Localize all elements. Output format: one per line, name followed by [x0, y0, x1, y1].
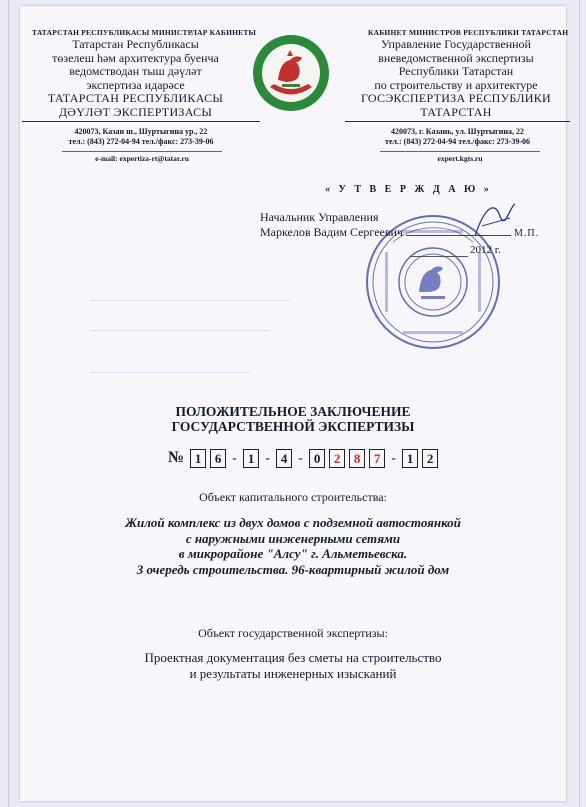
- right-address-block: [345, 127, 570, 147]
- date-line: [410, 256, 468, 257]
- header-rule-right: [345, 121, 570, 122]
- right-address: 420073, г. Казань, ул. Шуртыгина, 22: [391, 127, 524, 136]
- bleed-through-line: [90, 300, 290, 301]
- header-right-line: Управление Государственной: [381, 37, 531, 51]
- number-dash: -: [298, 450, 303, 465]
- number-dash: -: [265, 450, 270, 465]
- left-address-block: [22, 127, 260, 147]
- header-right-line: по строительству и архитектуре: [374, 77, 538, 92]
- left-email: e-mail: expertiza-rt@tatar.ru: [95, 154, 189, 163]
- expertise-name-line: Проектная документация без сметы на строительство: [144, 650, 442, 665]
- expertise-name-line: и результаты инженерных изысканий: [189, 665, 397, 681]
- approver-position: Начальник Управления: [260, 210, 379, 224]
- number-digit: 0: [309, 449, 325, 468]
- number-digit: 4: [276, 449, 292, 468]
- header-left-caps: ТАТАРСТАН РЕСПУБЛИКАСЫ: [47, 91, 224, 105]
- header-right-line: Республики Татарстан: [398, 64, 514, 78]
- object-name-line: Жилой комплекс из двух домов с подземной автостоянкой: [125, 515, 461, 530]
- tatarstan-emblem-icon: [250, 32, 332, 114]
- header-rule-left: [22, 121, 260, 122]
- number-digit-handwritten: 8: [349, 449, 365, 468]
- bleed-through-line: [90, 372, 250, 373]
- seal-place-mark: М.П.: [513, 228, 540, 239]
- header-left-line: төзелеш һәм архитектура буенча: [52, 50, 219, 65]
- number-digit: 6: [210, 449, 226, 468]
- number-digit-handwritten: 2: [329, 449, 345, 468]
- right-website: expert.kgts.ru: [437, 154, 483, 163]
- approval-year: 2012 г.: [470, 244, 501, 256]
- header-left-line: Татарстан Республикасы: [72, 37, 199, 51]
- header-right-caps: ТАТАРСТАН: [420, 104, 492, 119]
- object-name-line: 3 очередь строительства. 96-квартирный жилой дом: [136, 561, 450, 577]
- object-name-line: с наружными инженерными сетями: [185, 530, 401, 546]
- email-rule-right: [380, 151, 540, 152]
- header-right-line: вневедомственной экспертизы: [378, 50, 534, 65]
- conclusion-title: [0, 404, 586, 434]
- number-sign: №: [168, 449, 185, 466]
- header-right-caps: ГОСЭКСПЕРТИЗА РЕСПУБЛИКИ: [360, 91, 551, 105]
- number-dash: -: [232, 450, 237, 465]
- conclusion-number: [168, 447, 442, 469]
- left-top-caption: ТАТАРСТАН РЕСПУБЛИКАСЫ МИНИСТРЛАР КАБИНЕТЫ: [32, 28, 257, 37]
- expertise-name: [0, 650, 586, 681]
- object-label: Объект капитального строительства:: [199, 490, 387, 504]
- conclusion-title-line: ПОЛОЖИТЕЛЬНОЕ ЗАКЛЮЧЕНИЕ: [175, 404, 411, 419]
- handwritten-signature-icon: [470, 196, 520, 246]
- right-top-caption: КАБИНЕТ МИНИСТРОВ РЕСПУБЛИКИ ТАТАРСТАН: [368, 28, 569, 37]
- email-rule-left: [62, 151, 222, 152]
- left-address: 420073, Казан ш., Шуртыгина ур., 22: [74, 127, 208, 136]
- header-left-caps: ДӘҮЛӘТ ЭКСПЕРТИЗАСЫ: [58, 104, 213, 119]
- header-left-line: ведомстводан тыш дәүләт: [69, 64, 202, 78]
- object-name-line: в микрорайоне "Алсу" г. Альметьевска.: [178, 546, 408, 561]
- number-digit: 1: [402, 449, 418, 468]
- approver-name: Маркелов Вадим Сергеевич: [260, 225, 403, 239]
- bleed-through-line: [90, 330, 270, 331]
- header-left-line: экспертиза идарәсе: [86, 77, 185, 92]
- object-name: [0, 515, 586, 577]
- number-digit-handwritten: 7: [369, 449, 385, 468]
- header-right-block: [346, 38, 566, 119]
- right-phone: тел.: (843) 272-04-94 тел./факс: 273-39-06: [385, 137, 530, 146]
- left-phone: тел.: (843) 272-04-94 тел./факс: 273-39-06: [68, 137, 214, 146]
- approval-heading: « У Т В Е Р Ж Д А Ю »: [325, 184, 492, 195]
- number-digit: 1: [243, 449, 259, 468]
- number-dash: -: [391, 450, 396, 465]
- number-digit: 1: [190, 449, 206, 468]
- expertise-label: Объект государственной экспертизы:: [198, 626, 388, 640]
- header-left-block: [18, 38, 253, 119]
- conclusion-title-line: ГОСУДАРСТВЕННОЙ ЭКСПЕРТИЗЫ: [171, 419, 415, 434]
- number-digit: 2: [422, 449, 438, 468]
